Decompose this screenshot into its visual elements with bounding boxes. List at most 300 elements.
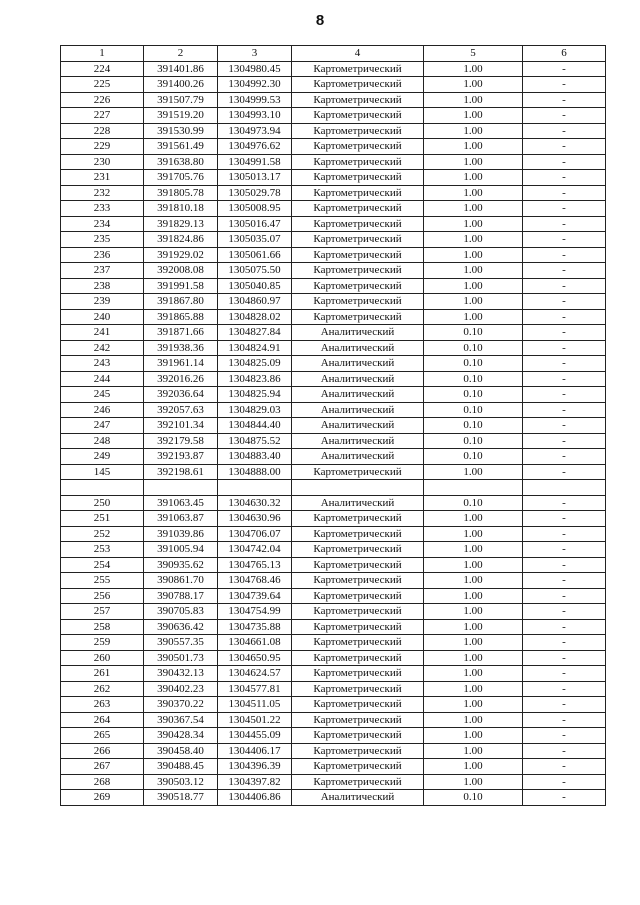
x-coordinate-cell: 390788.17 [144, 588, 218, 604]
accuracy-cell: 0.10 [424, 418, 523, 434]
table-row [61, 449, 606, 465]
point-number-cell: 245 [61, 387, 144, 403]
y-coordinate-cell: 1304828.02 [218, 309, 292, 325]
method-cell: Картометрический [292, 185, 424, 201]
page-number: 8 [315, 12, 325, 29]
y-coordinate-cell: 1304511.05 [218, 697, 292, 713]
x-coordinate-cell: 392057.63 [144, 402, 218, 418]
y-coordinate-cell [218, 480, 292, 496]
method-cell: Картометрический [292, 697, 424, 713]
accuracy-cell [424, 480, 523, 496]
y-coordinate-cell: 1304993.10 [218, 108, 292, 124]
point-number-cell: 267 [61, 759, 144, 775]
point-number-cell: 244 [61, 371, 144, 387]
y-coordinate-cell: 1304650.95 [218, 650, 292, 666]
note-cell: - [523, 139, 606, 155]
x-coordinate-cell: 392193.87 [144, 449, 218, 465]
accuracy-cell: 1.00 [424, 526, 523, 542]
accuracy-cell: 1.00 [424, 666, 523, 682]
method-cell: Картометрический [292, 526, 424, 542]
point-number-cell [61, 480, 144, 496]
y-coordinate-cell: 1304397.82 [218, 774, 292, 790]
header-cell-3: 3 [218, 46, 292, 62]
method-cell: Аналитический [292, 418, 424, 434]
note-cell: - [523, 759, 606, 775]
x-coordinate-cell: 391865.88 [144, 309, 218, 325]
point-number-cell: 262 [61, 681, 144, 697]
point-number-cell: 243 [61, 356, 144, 372]
note-cell: - [523, 247, 606, 263]
point-number-cell: 258 [61, 619, 144, 635]
table-row [61, 650, 606, 666]
point-number-cell: 228 [61, 123, 144, 139]
point-number-cell: 263 [61, 697, 144, 713]
table-row [61, 526, 606, 542]
y-coordinate-cell: 1304630.32 [218, 495, 292, 511]
point-number-cell: 260 [61, 650, 144, 666]
table-row [61, 387, 606, 403]
table-row [61, 294, 606, 310]
method-cell: Аналитический [292, 449, 424, 465]
point-number-cell: 268 [61, 774, 144, 790]
note-cell: - [523, 619, 606, 635]
x-coordinate-cell: 390636.42 [144, 619, 218, 635]
point-number-cell: 246 [61, 402, 144, 418]
note-cell: - [523, 92, 606, 108]
table-row [61, 728, 606, 744]
note-cell: - [523, 340, 606, 356]
table-row [61, 247, 606, 263]
accuracy-cell: 1.00 [424, 712, 523, 728]
method-cell: Картометрический [292, 201, 424, 217]
y-coordinate-cell: 1304844.40 [218, 418, 292, 434]
x-coordinate-cell: 391961.14 [144, 356, 218, 372]
x-coordinate-cell: 391519.20 [144, 108, 218, 124]
accuracy-cell: 1.00 [424, 650, 523, 666]
x-coordinate-cell: 391805.78 [144, 185, 218, 201]
method-cell: Картометрический [292, 77, 424, 93]
x-coordinate-cell: 392179.58 [144, 433, 218, 449]
note-cell: - [523, 371, 606, 387]
table-row [61, 743, 606, 759]
accuracy-cell: 1.00 [424, 294, 523, 310]
note-cell: - [523, 433, 606, 449]
point-number-cell: 266 [61, 743, 144, 759]
accuracy-cell: 1.00 [424, 92, 523, 108]
point-number-cell: 236 [61, 247, 144, 263]
table-row [61, 77, 606, 93]
accuracy-cell: 1.00 [424, 201, 523, 217]
y-coordinate-cell: 1304455.09 [218, 728, 292, 744]
point-number-cell: 234 [61, 216, 144, 232]
point-number-cell: 269 [61, 790, 144, 806]
point-number-cell: 227 [61, 108, 144, 124]
table-row [61, 511, 606, 527]
point-number-cell: 238 [61, 278, 144, 294]
accuracy-cell: 1.00 [424, 743, 523, 759]
method-cell: Картометрический [292, 712, 424, 728]
note-cell: - [523, 650, 606, 666]
note-cell: - [523, 402, 606, 418]
point-number-cell: 230 [61, 154, 144, 170]
point-number-cell: 229 [61, 139, 144, 155]
method-cell: Картометрический [292, 511, 424, 527]
note-cell: - [523, 325, 606, 341]
table-row [61, 340, 606, 356]
point-number-cell: 237 [61, 263, 144, 279]
accuracy-cell: 1.00 [424, 263, 523, 279]
y-coordinate-cell: 1304739.64 [218, 588, 292, 604]
table-row [61, 402, 606, 418]
accuracy-cell: 0.10 [424, 433, 523, 449]
point-number-cell: 249 [61, 449, 144, 465]
x-coordinate-cell: 390861.70 [144, 573, 218, 589]
y-coordinate-cell: 1305040.85 [218, 278, 292, 294]
point-number-cell: 241 [61, 325, 144, 341]
method-cell: Картометрический [292, 743, 424, 759]
x-coordinate-cell: 390458.40 [144, 743, 218, 759]
table-row [61, 759, 606, 775]
point-number-cell: 247 [61, 418, 144, 434]
method-cell: Картометрический [292, 92, 424, 108]
method-cell [292, 480, 424, 496]
y-coordinate-cell: 1304829.03 [218, 402, 292, 418]
method-cell: Картометрический [292, 759, 424, 775]
point-number-cell: 231 [61, 170, 144, 186]
note-cell: - [523, 216, 606, 232]
accuracy-cell: 1.00 [424, 464, 523, 480]
accuracy-cell: 0.10 [424, 402, 523, 418]
method-cell: Картометрический [292, 573, 424, 589]
y-coordinate-cell: 1305029.78 [218, 185, 292, 201]
method-cell: Аналитический [292, 495, 424, 511]
method-cell: Аналитический [292, 371, 424, 387]
y-coordinate-cell: 1304973.94 [218, 123, 292, 139]
point-number-cell: 250 [61, 495, 144, 511]
accuracy-cell: 0.10 [424, 340, 523, 356]
note-cell: - [523, 681, 606, 697]
y-coordinate-cell: 1304406.86 [218, 790, 292, 806]
y-coordinate-cell: 1304406.17 [218, 743, 292, 759]
accuracy-cell: 1.00 [424, 123, 523, 139]
method-cell: Картометрический [292, 170, 424, 186]
method-cell: Картометрический [292, 666, 424, 682]
table-row [61, 666, 606, 682]
method-cell: Картометрический [292, 139, 424, 155]
table-row [61, 681, 606, 697]
y-coordinate-cell: 1304765.13 [218, 557, 292, 573]
note-cell: - [523, 278, 606, 294]
method-cell: Картометрический [292, 774, 424, 790]
y-coordinate-cell: 1304883.40 [218, 449, 292, 465]
y-coordinate-cell: 1305061.66 [218, 247, 292, 263]
point-number-cell: 248 [61, 433, 144, 449]
note-cell [523, 480, 606, 496]
table-row [61, 61, 606, 77]
note-cell: - [523, 294, 606, 310]
method-cell: Картометрический [292, 604, 424, 620]
table-row [61, 418, 606, 434]
method-cell: Картометрический [292, 123, 424, 139]
method-cell: Картометрический [292, 278, 424, 294]
accuracy-cell: 1.00 [424, 604, 523, 620]
y-coordinate-cell: 1304742.04 [218, 542, 292, 558]
y-coordinate-cell: 1304768.46 [218, 573, 292, 589]
note-cell: - [523, 666, 606, 682]
method-cell: Аналитический [292, 433, 424, 449]
y-coordinate-cell: 1304860.97 [218, 294, 292, 310]
point-number-cell: 235 [61, 232, 144, 248]
note-cell: - [523, 108, 606, 124]
y-coordinate-cell: 1304875.52 [218, 433, 292, 449]
x-coordinate-cell: 390557.35 [144, 635, 218, 651]
accuracy-cell: 0.10 [424, 495, 523, 511]
point-number-cell: 265 [61, 728, 144, 744]
accuracy-cell: 0.10 [424, 790, 523, 806]
x-coordinate-cell: 392101.34 [144, 418, 218, 434]
table-row [61, 619, 606, 635]
point-number-cell: 252 [61, 526, 144, 542]
y-coordinate-cell: 1305075.50 [218, 263, 292, 279]
accuracy-cell: 1.00 [424, 511, 523, 527]
accuracy-cell: 1.00 [424, 635, 523, 651]
table-row [61, 123, 606, 139]
x-coordinate-cell: 392198.61 [144, 464, 218, 480]
note-cell: - [523, 542, 606, 558]
table-row [61, 790, 606, 806]
x-coordinate-cell: 391810.18 [144, 201, 218, 217]
table-body [61, 46, 606, 806]
accuracy-cell: 1.00 [424, 216, 523, 232]
x-coordinate-cell: 392008.08 [144, 263, 218, 279]
accuracy-cell: 1.00 [424, 588, 523, 604]
note-cell: - [523, 495, 606, 511]
point-number-cell: 251 [61, 511, 144, 527]
accuracy-cell: 1.00 [424, 759, 523, 775]
y-coordinate-cell: 1304754.99 [218, 604, 292, 620]
method-cell: Аналитический [292, 790, 424, 806]
table-row [61, 170, 606, 186]
y-coordinate-cell: 1304827.84 [218, 325, 292, 341]
x-coordinate-cell: 391039.86 [144, 526, 218, 542]
x-coordinate-cell: 391005.94 [144, 542, 218, 558]
header-cell-1: 1 [61, 46, 144, 62]
accuracy-cell: 1.00 [424, 232, 523, 248]
table-row [61, 697, 606, 713]
table-row [61, 216, 606, 232]
x-coordinate-cell: 391400.26 [144, 77, 218, 93]
accuracy-cell: 1.00 [424, 108, 523, 124]
x-coordinate-cell: 392016.26 [144, 371, 218, 387]
accuracy-cell: 1.00 [424, 573, 523, 589]
table-row [61, 92, 606, 108]
table-row [61, 154, 606, 170]
y-coordinate-cell: 1305016.47 [218, 216, 292, 232]
accuracy-cell: 1.00 [424, 619, 523, 635]
accuracy-cell: 1.00 [424, 542, 523, 558]
x-coordinate-cell: 390935.62 [144, 557, 218, 573]
table-row [61, 542, 606, 558]
note-cell: - [523, 77, 606, 93]
x-coordinate-cell: 390367.54 [144, 712, 218, 728]
method-cell: Картометрический [292, 542, 424, 558]
note-cell: - [523, 511, 606, 527]
accuracy-cell: 1.00 [424, 774, 523, 790]
y-coordinate-cell: 1304823.86 [218, 371, 292, 387]
note-cell: - [523, 170, 606, 186]
note-cell: - [523, 604, 606, 620]
x-coordinate-cell: 391638.80 [144, 154, 218, 170]
note-cell: - [523, 449, 606, 465]
note-cell: - [523, 635, 606, 651]
accuracy-cell: 1.00 [424, 697, 523, 713]
y-coordinate-cell: 1304396.39 [218, 759, 292, 775]
table-row [61, 495, 606, 511]
accuracy-cell: 1.00 [424, 139, 523, 155]
note-cell: - [523, 588, 606, 604]
x-coordinate-cell: 390705.83 [144, 604, 218, 620]
method-cell: Картометрический [292, 681, 424, 697]
table-row [61, 278, 606, 294]
table-row [61, 588, 606, 604]
note-cell: - [523, 263, 606, 279]
x-coordinate-cell: 391991.58 [144, 278, 218, 294]
table-row [61, 604, 606, 620]
table-header-row [61, 46, 606, 62]
method-cell: Картометрический [292, 61, 424, 77]
accuracy-cell: 1.00 [424, 170, 523, 186]
method-cell: Картометрический [292, 294, 424, 310]
table-row [61, 201, 606, 217]
point-number-cell: 264 [61, 712, 144, 728]
y-coordinate-cell: 1304706.07 [218, 526, 292, 542]
x-coordinate-cell [144, 480, 218, 496]
note-cell: - [523, 464, 606, 480]
point-number-cell: 233 [61, 201, 144, 217]
note-cell: - [523, 201, 606, 217]
method-cell: Картометрический [292, 232, 424, 248]
y-coordinate-cell: 1304888.00 [218, 464, 292, 480]
method-cell: Аналитический [292, 356, 424, 372]
header-cell-5: 5 [424, 46, 523, 62]
accuracy-cell: 1.00 [424, 278, 523, 294]
x-coordinate-cell: 391929.02 [144, 247, 218, 263]
x-coordinate-cell: 391063.87 [144, 511, 218, 527]
x-coordinate-cell: 391829.13 [144, 216, 218, 232]
y-coordinate-cell: 1304630.96 [218, 511, 292, 527]
method-cell: Аналитический [292, 387, 424, 403]
method-cell: Аналитический [292, 402, 424, 418]
table-row [61, 774, 606, 790]
accuracy-cell: 0.10 [424, 371, 523, 387]
y-coordinate-cell: 1304735.88 [218, 619, 292, 635]
x-coordinate-cell: 390428.34 [144, 728, 218, 744]
point-number-cell: 226 [61, 92, 144, 108]
point-number-cell: 254 [61, 557, 144, 573]
method-cell: Картометрический [292, 635, 424, 651]
y-coordinate-cell: 1304824.91 [218, 340, 292, 356]
table-row [61, 309, 606, 325]
method-cell: Картометрический [292, 247, 424, 263]
accuracy-cell: 1.00 [424, 77, 523, 93]
header-cell-6: 6 [523, 46, 606, 62]
accuracy-cell: 1.00 [424, 154, 523, 170]
table-row [61, 139, 606, 155]
y-coordinate-cell: 1305035.07 [218, 232, 292, 248]
method-cell: Картометрический [292, 216, 424, 232]
x-coordinate-cell: 391561.49 [144, 139, 218, 155]
point-number-cell: 253 [61, 542, 144, 558]
x-coordinate-cell: 391871.66 [144, 325, 218, 341]
method-cell: Картометрический [292, 309, 424, 325]
table-row [61, 356, 606, 372]
x-coordinate-cell: 390518.77 [144, 790, 218, 806]
method-cell: Аналитический [292, 325, 424, 341]
accuracy-cell: 1.00 [424, 185, 523, 201]
note-cell: - [523, 232, 606, 248]
accuracy-cell: 0.10 [424, 325, 523, 341]
y-coordinate-cell: 1304980.45 [218, 61, 292, 77]
method-cell: Картометрический [292, 464, 424, 480]
note-cell: - [523, 418, 606, 434]
y-coordinate-cell: 1304825.94 [218, 387, 292, 403]
y-coordinate-cell: 1304501.22 [218, 712, 292, 728]
accuracy-cell: 1.00 [424, 309, 523, 325]
table-row [61, 108, 606, 124]
y-coordinate-cell: 1304825.09 [218, 356, 292, 372]
table-row [61, 557, 606, 573]
note-cell: - [523, 790, 606, 806]
y-coordinate-cell: 1304624.57 [218, 666, 292, 682]
y-coordinate-cell: 1304991.58 [218, 154, 292, 170]
accuracy-cell: 0.10 [424, 449, 523, 465]
point-number-cell: 225 [61, 77, 144, 93]
x-coordinate-cell: 390488.45 [144, 759, 218, 775]
header-cell-2: 2 [144, 46, 218, 62]
point-number-cell: 242 [61, 340, 144, 356]
point-number-cell: 240 [61, 309, 144, 325]
x-coordinate-cell: 392036.64 [144, 387, 218, 403]
table-row [61, 464, 606, 480]
note-cell: - [523, 309, 606, 325]
point-number-cell: 257 [61, 604, 144, 620]
method-cell: Аналитический [292, 340, 424, 356]
y-coordinate-cell: 1304999.53 [218, 92, 292, 108]
y-coordinate-cell: 1304577.81 [218, 681, 292, 697]
accuracy-cell: 0.10 [424, 387, 523, 403]
note-cell: - [523, 154, 606, 170]
note-cell: - [523, 61, 606, 77]
note-cell: - [523, 774, 606, 790]
method-cell: Картометрический [292, 154, 424, 170]
note-cell: - [523, 526, 606, 542]
table-row [61, 712, 606, 728]
note-cell: - [523, 123, 606, 139]
x-coordinate-cell: 391867.80 [144, 294, 218, 310]
x-coordinate-cell: 390370.22 [144, 697, 218, 713]
x-coordinate-cell: 391530.99 [144, 123, 218, 139]
accuracy-cell: 1.00 [424, 557, 523, 573]
note-cell: - [523, 712, 606, 728]
method-cell: Картометрический [292, 728, 424, 744]
note-cell: - [523, 573, 606, 589]
y-coordinate-cell: 1304661.08 [218, 635, 292, 651]
accuracy-cell: 1.00 [424, 681, 523, 697]
method-cell: Картометрический [292, 557, 424, 573]
header-cell-4: 4 [292, 46, 424, 62]
point-number-cell: 239 [61, 294, 144, 310]
x-coordinate-cell: 391938.36 [144, 340, 218, 356]
